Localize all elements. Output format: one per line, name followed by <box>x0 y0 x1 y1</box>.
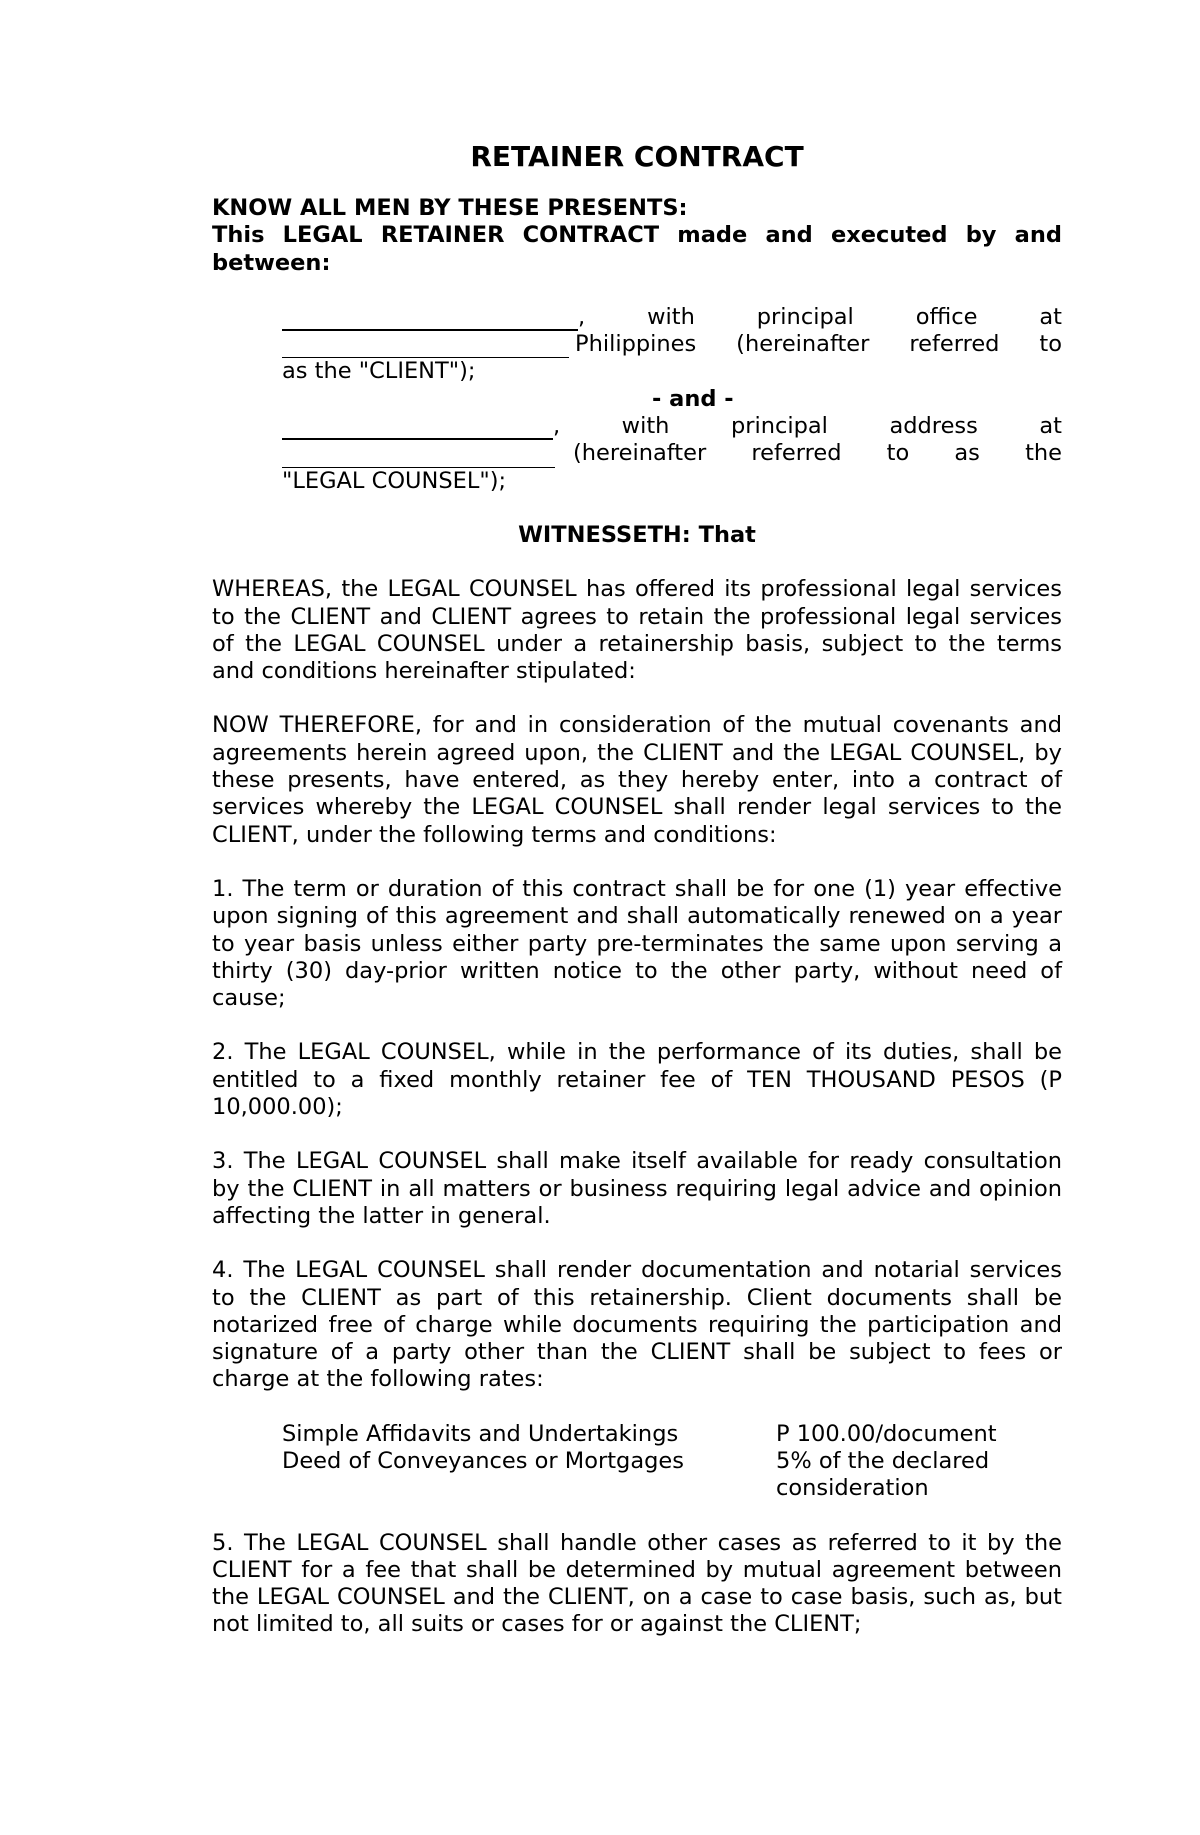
client-address-blank <box>282 337 569 358</box>
client-party-text-1: , with principal office at <box>578 303 1062 330</box>
rate-fee-continued: consideration <box>776 1475 929 1502</box>
whereas-paragraph: WHEREAS, the LEGAL COUNSEL has offered its professional legal services to the CLIENT and CLIENT agrees to retain the professional legal services of the LEGAL COUNSEL under a retainership basis, subject to the terms and conditions hereinafter stipulated: <box>212 576 1062 685</box>
rate-item-empty <box>282 1475 776 1502</box>
counsel-party-line-3 <box>282 468 1062 495</box>
clause-4: 4. The LEGAL COUNSEL shall render documentation and notarial services to the CLIENT as part of this retainership. Client documents shall be notarized free of charge while documents requiring the participation and signature of a party other than the CLIENT shall be subject to fees or charge at the following rates: <box>212 1257 1062 1393</box>
document-title: RETAINER CONTRACT <box>470 140 804 173</box>
client-name-blank <box>282 309 578 331</box>
now-therefore-paragraph: NOW THEREFORE, for and in consideration of the mutual covenants and agreements herein agreed upon, the CLIENT and the LEGAL COUNSEL, by these presents, have entered, as they hereby enter, into a contract of services whereby the LEGAL COUNSEL shall render legal services to the CLIENT, under the following terms and conditions: <box>212 712 1062 848</box>
and-separator: - and - <box>652 385 734 412</box>
client-party-text-2: Philippines (hereinafter referred to <box>575 331 1062 358</box>
counsel-party-line-1 <box>282 413 1062 440</box>
clause-3: 3. The LEGAL COUNSEL shall make itself available for ready consultation by the CLIENT in all matters or business requiring legal advice and opinion affecting the latter in general. <box>212 1148 1062 1229</box>
counsel-party-text-2: (hereinafter referred to as the <box>573 440 1062 467</box>
clause-1: 1. The term or duration of this contract shall be for one (1) year effective upon signing of this agreement and shall automatically renewed on a year to year basis unless either party pre-terminates the same upon serving a thirty (30) day-prior written notice to the other party, without need of cause; <box>212 875 1062 1012</box>
counsel-party-text-3: "LEGAL COUNSEL"); <box>282 467 507 494</box>
clause-5: 5. The LEGAL COUNSEL shall handle other cases as referred to it by the CLIENT for a fee that shall be determined by mutual agreement between the LEGAL COUNSEL and the CLIENT, on a case to case basis, such as, but not limited to, all suits or cases for or against the CLIENT; <box>212 1529 1062 1638</box>
rate-fee: 5% of the declared <box>776 1447 990 1474</box>
client-party-text-3: as the "CLIENT"); <box>282 358 476 385</box>
counsel-party-text-1: , with principal address at <box>553 413 1062 440</box>
client-party-line-1 <box>282 304 1062 331</box>
intro-line-2: between: <box>212 249 331 276</box>
rate-fee: P 100.00/document <box>776 1420 997 1447</box>
client-party-line-3 <box>282 358 1062 385</box>
client-party-line-2 <box>282 331 1062 358</box>
contract-page <box>212 140 1062 1639</box>
rates-table <box>282 1421 1062 1503</box>
counsel-party-line-2 <box>282 440 1062 467</box>
rate-item: Deed of Conveyances or Mortgages <box>282 1447 684 1474</box>
counsel-address-blank <box>282 447 555 468</box>
rate-item: Simple Affidavits and Undertakings <box>282 1420 679 1447</box>
witnesseth-heading: WITNESSETH: That <box>518 521 756 548</box>
intro-line-1: This LEGAL RETAINER CONTRACT made and executed by and <box>212 222 1062 249</box>
intro-heading: KNOW ALL MEN BY THESE PRESENTS: <box>212 195 688 221</box>
counsel-name-blank <box>282 418 553 440</box>
parties-block <box>282 304 1062 495</box>
clause-2: 2. The LEGAL COUNSEL, while in the performance of its duties, shall be entitled to a fixed monthly retainer fee of TEN THOUSAND PESOS (P 10,000.00); <box>212 1039 1062 1121</box>
